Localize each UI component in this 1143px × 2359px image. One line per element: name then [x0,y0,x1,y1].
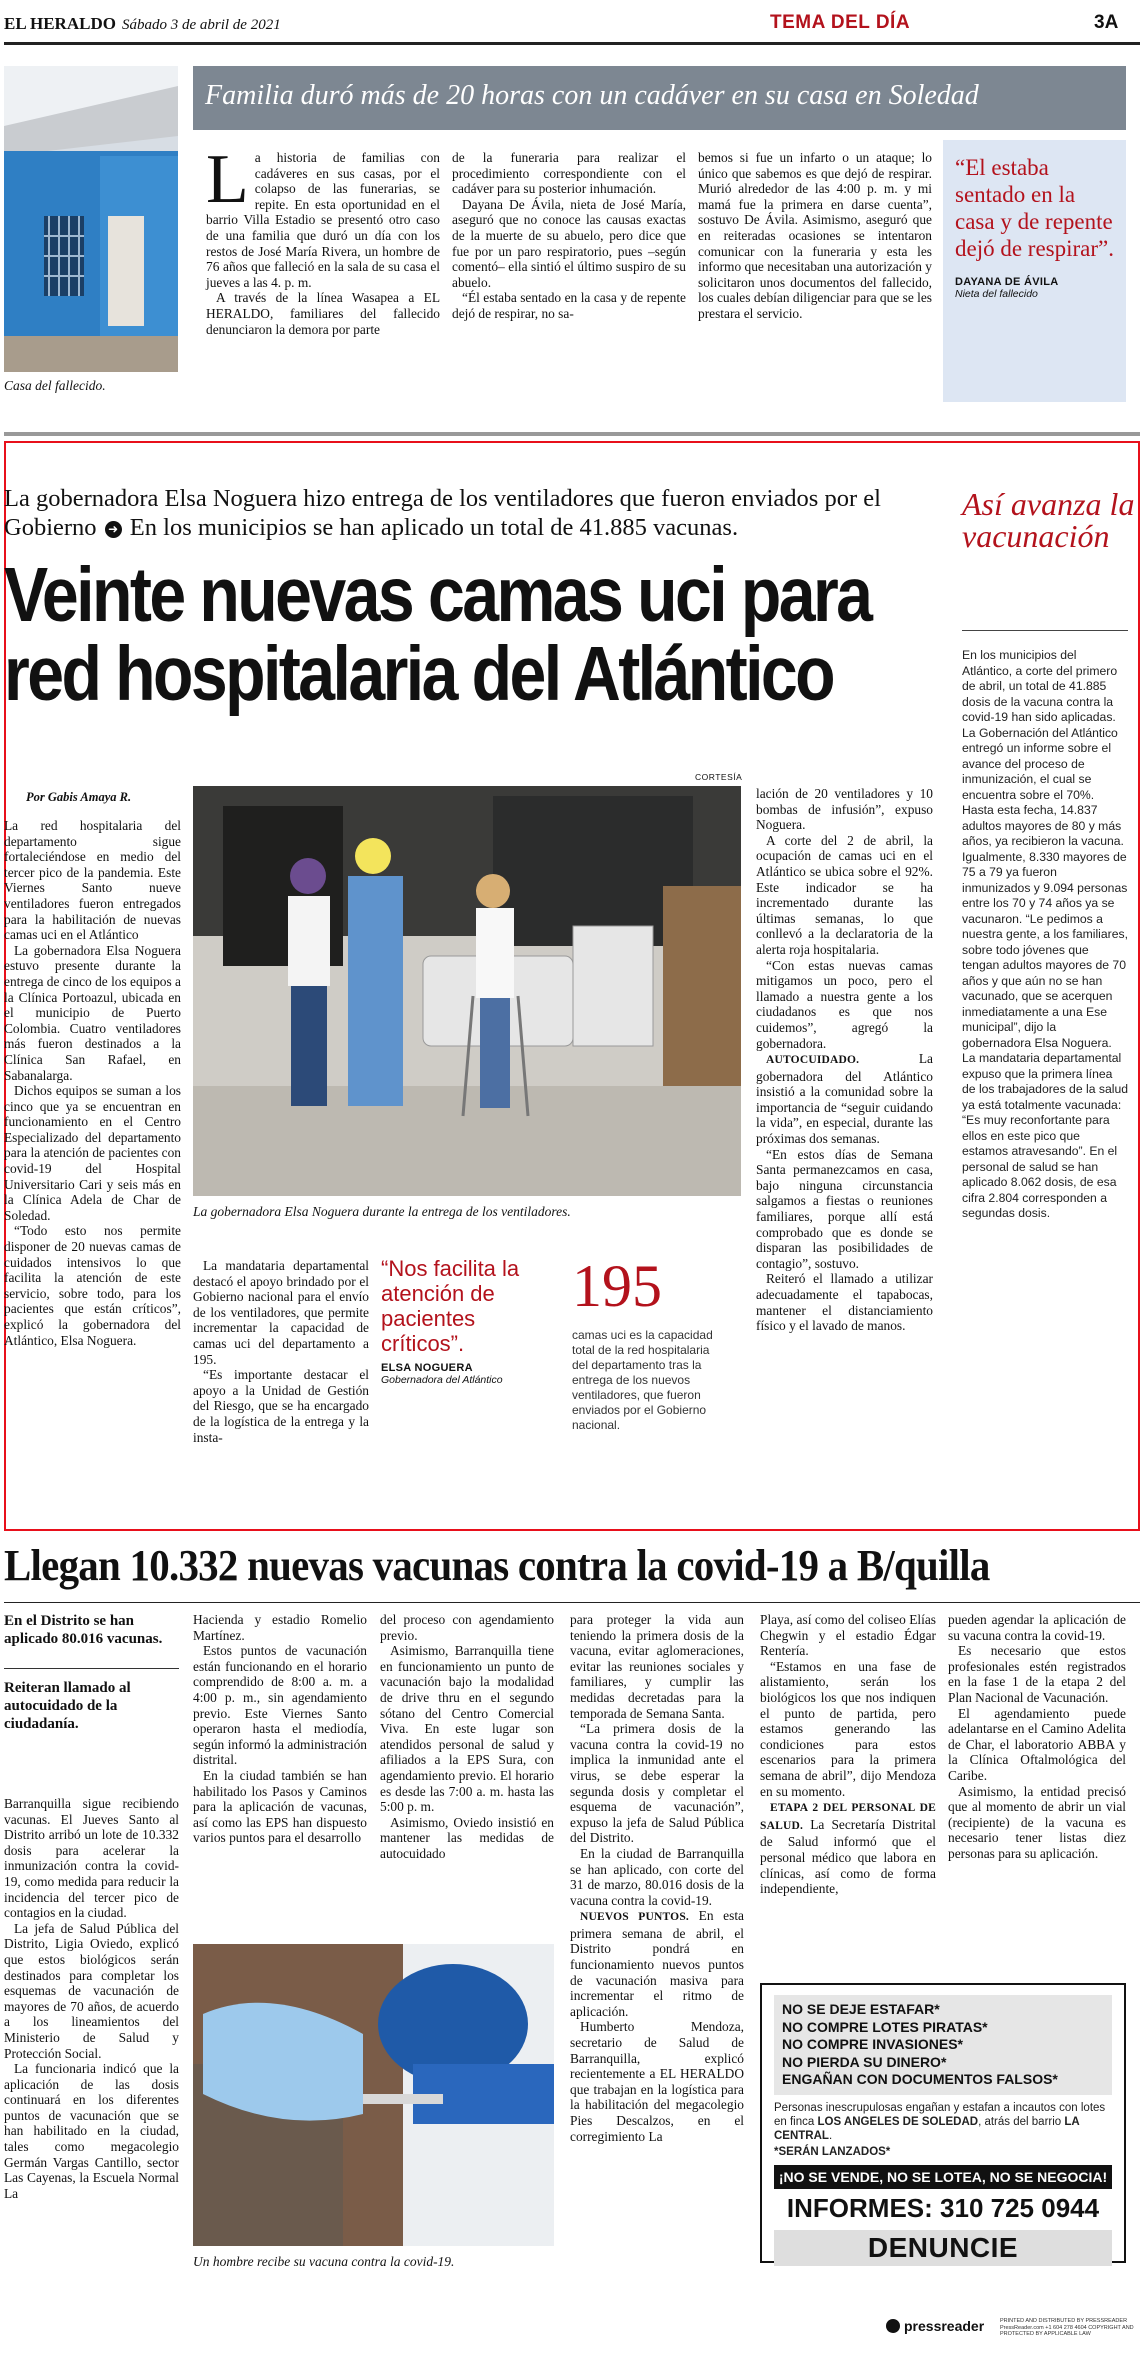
bottom-col-6: pueden agendar la aplicación de su vacuna contra la covid-19. Es necesario que estos profesionales estén registrados en la fase 1 de la etapa 2 del Plan Nacional de Vacunación. El agendamiento puede adelantarse en el Camino Adelita de Char, el laboratorio ABBA y la Clínica Oftalmológica del Caribe. Asimismo, la entidad precisó que al momento de abrir un vial (recipiente) de la vacuna es necesario tener listas diez personas para su aplicación. [948,1612,1126,1861]
sidebar-rule [962,630,1128,631]
top-story-quote-role: Nieta del fallecido [955,288,1038,300]
arrow-right-icon: ➜ [105,521,122,538]
pull-quote-role: Gobernadora del Atlántico [381,1374,503,1386]
issue-date: Sábado 3 de abril de 2021 [121,17,281,33]
stat-number: 195 [572,1253,662,1319]
paper-name: EL HERALDO [4,14,116,33]
sidebar-text: En los municipios del Atlántico, a corte del primero de abril, un total de 41.885 dosis de la vacuna contra la covid-19 han sido aplicadas. La Gobernación del Atlántico entregó un informe sobre el avance del proceso de inmunización, el cual se encuentra sobre el 70%. Hasta esta fecha, 14.837 adultos mayores de 80 y más años, ya recibieron la vacuna. Igualmente, 8.330 mayores de 75 a 79 ya fueron inmunizados y 9.094 personas entre los 70 y 74 años ya se vacunaron. “Le pedimos a nuestra gente, a los familiares, sobre todo jóvenes que tengan adultos mayores de 70 años y que aún no se han vacunado, que se acerquen inmediatamente a una Ese municipal”, dijo la gobernadora Elsa Noguera. La mandataria departamental expuso que la primera línea de los trabajadores de la salud ya está totalmente vacunada: “Es muy reconfortante para ellos en este pico que estamos atravesando”. En el personal de salud se han aplicado 8.062 dosis, de esa cifra 2.804 corresponden a segundas dosis. [962,648,1128,1220]
top-story-col-1: La historia de familias con cadáveres en sus casas, por el colapso de las funerarias, se repite. En esta oportunidad en el barrio Villa Estadio se presentó otro caso de una familia que duró un día con los restos de José María Rivera, un hombre de 76 años que falleció en la sala de su casa el jueves a las 4. p. m. A través de la línea Wasapea a EL HERALDO, familiares del fallecido denunciaron la demora por parte [206,141,440,337]
page-number: 3A [1094,12,1119,33]
bottom-col-4: para proteger la vida aun teniendo la primera dosis de la vacuna, evitar aglomeraciones, evitar las reuniones sociales y familiares, y cumplir las medidas decretadas para la temporada de Semana Santa. “La primera dosis de la vacuna contra la covid-19 no implica la inmunidad ante el virus, se debe esperar la segunda dosis y completar el esquema de vacunación”, expuso la jefa de Salud Pública del Distrito. En la ciudad de Barranquilla se han aplicado, con corte del 31 de marzo, 80.016 dosis de la vacuna contra la covid-19. NUEVOS PUNTOS. En esta primera semana de abril, el Distrito pondrá en funcionamiento nuevos puntos de vacunación masiva para incrementar el ritmo de aplicación. Humberto Mendoza, secretario de Salud de Barranquilla, explicó recientemente a EL HERALDO que trabajan en la logística para la habilitación del megacolegio Pies Descalzos, en el corregimiento La [570,1612,744,2144]
fraud-warning-ad [760,1983,1126,2263]
summary-1: En el Distrito se han aplicado 80.016 vacunas. [4,1613,163,1647]
bottom-col-3: del proceso con agendamiento previo. Asimismo, Barranquilla tiene en funcionamiento un punto de vacunación bajo la modalidad de drive thru en el segundo sótano del Centro Comercial Viva. En este lugar son atendidos personal de salud y afiliados a la EPS Sura, con agendamiento previo. El horario es desde las 7:00 a. m. hasta las 5:00 p. m. Asimismo, Oviedo insistió en mantener las medidas de autocuidado [380,1612,554,1861]
photo-credit: CORTESÍA [695,772,743,782]
house-photo-caption: Casa del fallecido. [4,378,106,393]
main-story-col-4: lación de 20 ventiladores y 10 bombas de infusión”, expuso Noguera. A corte del 2 de abril, la ocupación de camas uci en el Atlántico se ubica sobre el 92%. Este indicador se ha incrementado durante las últimas semanas, lo que conllevó a la declaratoria de la alerta roja hospitalaria. “Con estas nuevas camas mitigamos un poco, pero el llamado a nuestra gente a los ciudadanos es que nos cuidemos”, agregó la gobernadora. AUTOCUIDADO. La gobernadora del Atlántico insistió a la comunidad sobre la importancia de “seguir cuidando la vida”, en especial, durante las próximas dos semanas. “En estos días de Semana Santa permanezcamos en casa, bajo ninguna circunstancia salgamos a fiestas o reuniones familiares, porque allí está comprobado que es donde se disparan las posibilidades de contagio”, sostuvo. Reiteró el llamado a utilizar adecuadamente el tapabocas, mantener el distanciamiento físico y el lavado de manos. [756,786,933,1334]
masthead [4,14,281,34]
sidebar-title: Así avanza la vacunación [962,486,1135,554]
top-story-col-3: bemos si fue un infarto o un ataque; lo único que sabemos es que dejó de respirar. Murió alrededor de las 4:00 p. m. y mi mamá fue la primera en darse cuenta”, sostuvo De Ávila. Asimismo, aseguró que en reiteradas ocasiones se intentaron comunicar con la funeraria y esta les informo que necesitaban una autorización y solicitaron unos documentos del fallecido, los cuales debían diligenciar para que se les prestara el servicio. [698,150,932,321]
ventilators-photo [193,786,741,1196]
bottom-col-1: Barranquilla sigue recibiendo vacunas. El Jueves Santo al Distrito arribó un lote de 10.332 dosis para acelerar la inmunización contra la covid-19, como medida para reducir la incidencia del tercer pico de contagios en la ciudad. La jefa de Salud Pública del Distrito, Ligia Oviedo, explicó que estos biológicos serán destinados para completar los esquemas de vacunación de mayores de 70 años, de acuerdo a los lineamientos del Ministerio de Salud y Protección Social. La funcionaria indicó que la aplicación de las dosis continuará en los diferentes puntos de vacunación que se han habilitado en la ciudad, tales como megacolegio Germán Vargas Cantillo, sector Las Cayenas, la Escuela Normal La [4,1796,179,2201]
section-divider [4,432,1140,436]
summary-2: Reiteran llamado al autocuidado de la ciudadanía. [4,1680,131,1732]
top-story-quote: “El estaba sentado en la casa y de repente dejó de respirar”. [955,155,1115,261]
stat-text: camas uci es la capacidad total de la red hospitalaria del departamento tras la entrega de los nuevos ventiladores, que fueron enviados por el Gobierno nacional. [572,1328,713,1432]
top-story-quote-author: DAYANA DE ÁVILA [955,276,1059,288]
ad-body: Personas inescrupulosas engañan y estafan a incautos con lotes en finca LOS ANGELES DE SOLEDAD, atrás del barrio LA CENTRAL. [774,2101,1106,2142]
pressreader-icon [886,2319,900,2333]
main-story-col-2: La mandataria departamental destacó el apoyo brindado por el Gobierno nacional para el envío de los ventiladores, que permite incrementar la capacidad de camas uci del departamento a 195. “Es importante destacar el apoyo a la Unidad de Gestión del Riesgo, que se ha encargado de la logística de la entrega y la insta- [193,1258,369,1445]
top-story-quote-box [943,140,1126,402]
top-story-col-2: de la funeraria para realizar el procedimiento correspondiente con el cadáver para su posterior inhumación. Dayana De Ávila, nieta de José María, aseguró que no conoce las causas exactas de la muerte de su abuelo, pero dice que fue por un paro respiratorio, pues –según comentó– ella sintió el último suspiro de su abuelo. “Él estaba sentado en la casa y de repente dejó de respirar, no sa- [452,150,686,321]
ad-lanzados: *SERÁN LANZADOS* [774,2145,891,2158]
subhead-autocuidado: AUTOCUIDADO. [766,1054,860,1067]
subhead-nuevos-puntos: NUEVOS PUNTOS. [580,1911,689,1924]
vaccine-photo [193,1944,554,2246]
pull-quote [381,1256,559,1386]
dropcap: L [206,141,249,218]
bottom-col-5: Playa, así como del coliseo Elías Chegwin y el estadio Édgar Rentería. “Estamos en una fase de alistamiento, serán los biológicos los que nos indiquen el punto de partida, pero estamos generando las condiciones para estos escenarios para la primera semana de abril”, dijo Mendoza en su momento. ETAPA 2 DEL PERSONAL DE SALUD. La Secretaría Distrital de Salud informó que el personal médico que labora en clínicas, así como de forma independiente, [760,1612,936,1897]
bottom-col-2: Hacienda y estadio Romelio Martínez. Estos puntos de vacunación están funcionando en el horario comprendido de 8:00 a. m. a 4:00 p. m., sin agendamiento previo. Este Viernes Santo operaron hasta el mediodía, según informó la administración distrital. En la ciudad también se han habilitado los Pasos y Caminos para la aplicación de vacunas, así como las EPS han dispuesto varios puntos para el desarrollo [193,1612,367,1846]
header-rule [4,42,1140,45]
subhead-etapa-2: ETAPA 2 DEL PERSONAL DE SALUD. [760,1802,936,1832]
pressreader-fine-print: PRINTED AND DISTRIBUTED BY PRESSREADER PressReader.com +1 604 278 4604 COPYRIGHT AND PROTECTED BY APPLICABLE LAW [1000,2318,1134,2337]
top-story-title: Familia duró más de 20 horas con un cadáver en su casa en Soledad [193,66,1126,130]
house-photo [4,66,178,372]
ad-phone: INFORMES: 310 725 0944 [786,2192,1100,2223]
section-name: TEMA DEL DÍA [770,12,911,33]
main-headline: Veinte nuevas camas uci para red hospitalaria del Atlántico [4,552,871,717]
pressreader-logo: pressreader [886,2318,984,2334]
bottom-headline: Llegan 10.332 nuevas vacunas contra la covid-19 a B/quilla [4,1541,990,1590]
bottom-summary [4,1612,179,1733]
bottom-rule [4,1602,1140,1603]
ad-banner: ¡NO SE VENDE, NO SE LOTEA, NO SE NEGOCIA! [774,2165,1112,2189]
pull-quote-author: ELSA NOGUERA [381,1362,473,1374]
byline: Por Gabis Amaya R. [26,790,132,804]
pull-quote-text: “Nos facilita la atención de pacientes críticos”. [381,1256,520,1356]
ad-warning-lines: NO SE DEJE ESTAFAR* NO COMPRE LOTES PIRATAS* NO COMPRE INVASIONES* NO PIERDA SU DINERO* ENGAÑAN CON DOCUMENTOS FALSOS* [774,1995,1112,2095]
main-story-deck: La gobernadora Elsa Noguera hizo entrega de los ventiladores que fueron enviados por el Gobierno ➜ En los municipios se han aplicado un total de 41.885 vacunas. [4,485,881,541]
ventilators-photo-caption: La gobernadora Elsa Noguera durante la entrega de los ventiladores. [193,1204,571,1219]
ad-denuncie: DENUNCIE [774,2230,1112,2266]
main-story-col-1: La red hospitalaria del departamento sigue fortaleciéndose en medio del tercer pico de la pandemia. Este Viernes Santo nueve ventiladores fueron entregados para la habilitación de nuevas camas uci en el Atlántico La gobernadora Elsa Noguera estuvo presente durante la entrega de cinco de los equipos a la Clínica Portoazul, ubicada en el municipio de Puerto Colombia. Cuatro ventiladores más fueron destinados a la Clínica San Rafael, en Sabanalarga. Dichos equipos se suman a los cinco que ya se encuentran en funcionamiento en el Centro Especializado del departamento para la atención de pacientes con covid-19 del Hospital Universitario Cari y seis más en la Clínica Adela de Char de Soledad. “Todo esto nos permite disponer de 20 nuevas camas de cuidados intensivos lo que facilita la atención de este servicio, sobre todo, para los pacientes que están críticos”, explicó la gobernadora del Atlántico, Elsa Noguera. [4,818,181,1348]
vaccine-photo-caption: Un hombre recibe su vacuna contra la covid-19. [193,2254,455,2269]
